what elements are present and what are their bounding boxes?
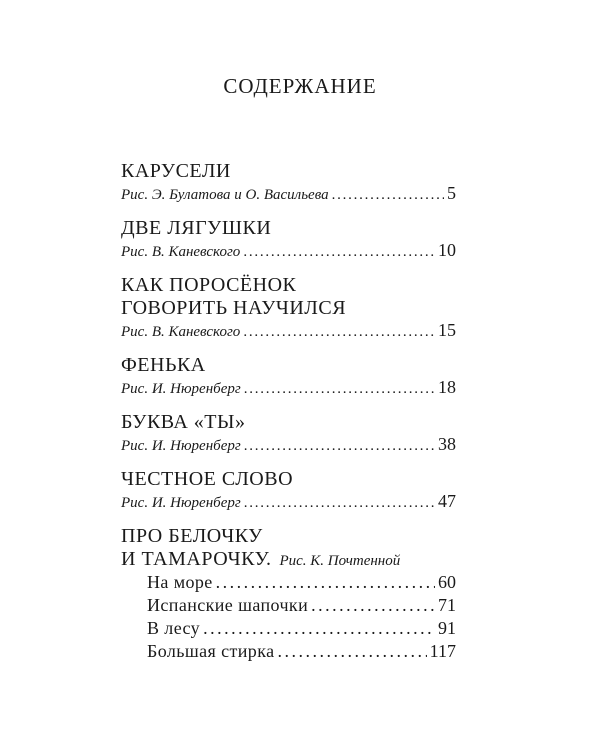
page-number: 15 — [438, 320, 456, 340]
entry-title-line-2-with-credit — [121, 548, 456, 571]
dot-leader — [216, 571, 435, 594]
dot-leader — [332, 185, 444, 206]
dot-leader — [243, 322, 435, 343]
subentry-label: Испанские шапочки — [147, 595, 309, 615]
subentry-ispanskie-shapochki[interactable] — [147, 594, 456, 617]
page-number: 5 — [447, 183, 456, 203]
entry-title: БУКВА «ТЫ» — [121, 411, 246, 433]
dot-leader — [277, 640, 426, 663]
entry-credit-row — [121, 240, 456, 263]
subentry-label: В лесу — [147, 618, 201, 638]
entry-credit-row — [121, 320, 456, 343]
toc-entry-bukva-ty[interactable] — [121, 411, 456, 457]
toc-entry-fenka[interactable] — [121, 354, 456, 400]
entry-title-line-2: И ТАМАРОЧКУ. — [121, 548, 272, 570]
entry-credit-row — [121, 377, 456, 400]
dot-leader — [203, 617, 435, 640]
entry-title-line-1: ПРО БЕЛОЧКУ — [121, 525, 263, 547]
page-number: 47 — [438, 491, 456, 511]
toc-entry-pro-belochku[interactable] — [121, 525, 456, 663]
illustrator-credit: Рис. Э. Булатова и О. Васильева — [121, 187, 329, 203]
entry-title-line-2: ГОВОРИТЬ НАУЧИЛСЯ — [121, 297, 347, 319]
dot-leader — [311, 594, 435, 617]
toc-entry-kak-porosenok[interactable] — [121, 274, 456, 343]
illustrator-credit: Рис. И. Нюренберг — [121, 438, 241, 454]
subentry-na-more[interactable] — [147, 571, 456, 594]
page-number: 18 — [438, 377, 456, 397]
entry-credit-row — [121, 434, 456, 457]
page-title: СОДЕРЖАНИЕ — [223, 74, 377, 98]
subentry-label: На море — [147, 572, 213, 592]
table-of-contents — [121, 160, 456, 674]
entry-credit-row — [121, 183, 456, 206]
entry-title: ФЕНЬКА — [121, 354, 206, 376]
illustrator-credit: Рис. К. Почтенной — [279, 553, 401, 569]
illustrator-credit: Рис. И. Нюренберг — [121, 381, 241, 397]
dot-leader — [243, 242, 435, 263]
toc-entry-chestnoe-slovo[interactable] — [121, 468, 456, 514]
toc-entry-dve-lyagushki[interactable] — [121, 217, 456, 263]
illustrator-credit: Рис. И. Нюренберг — [121, 495, 241, 511]
subentry-list — [121, 571, 456, 663]
entry-title: ЧЕСТНОЕ СЛОВО — [121, 468, 294, 490]
illustrator-credit: Рис. В. Каневского — [121, 324, 241, 340]
entry-title-line-1: КАК ПОРОСЁНОК — [121, 274, 297, 296]
subentry-label: Большая стирка — [147, 641, 275, 661]
subentry-v-lesu[interactable] — [147, 617, 456, 640]
dot-leader — [244, 379, 435, 400]
page-number: 117 — [429, 641, 456, 661]
entry-title: КАРУСЕЛИ — [121, 160, 231, 182]
entry-title: ДВЕ ЛЯГУШКИ — [121, 217, 272, 239]
page-number: 38 — [438, 434, 456, 454]
page-number: 60 — [438, 572, 456, 592]
page-number: 10 — [438, 240, 456, 260]
page-number: 71 — [438, 595, 456, 615]
dot-leader — [244, 436, 435, 457]
illustrator-credit: Рис. В. Каневского — [121, 244, 241, 260]
dot-leader — [244, 493, 435, 514]
toc-entry-karuseli[interactable] — [121, 160, 456, 206]
entry-credit-row — [121, 491, 456, 514]
subentry-bolshaya-stirka[interactable] — [147, 640, 456, 663]
page-number: 91 — [438, 618, 456, 638]
